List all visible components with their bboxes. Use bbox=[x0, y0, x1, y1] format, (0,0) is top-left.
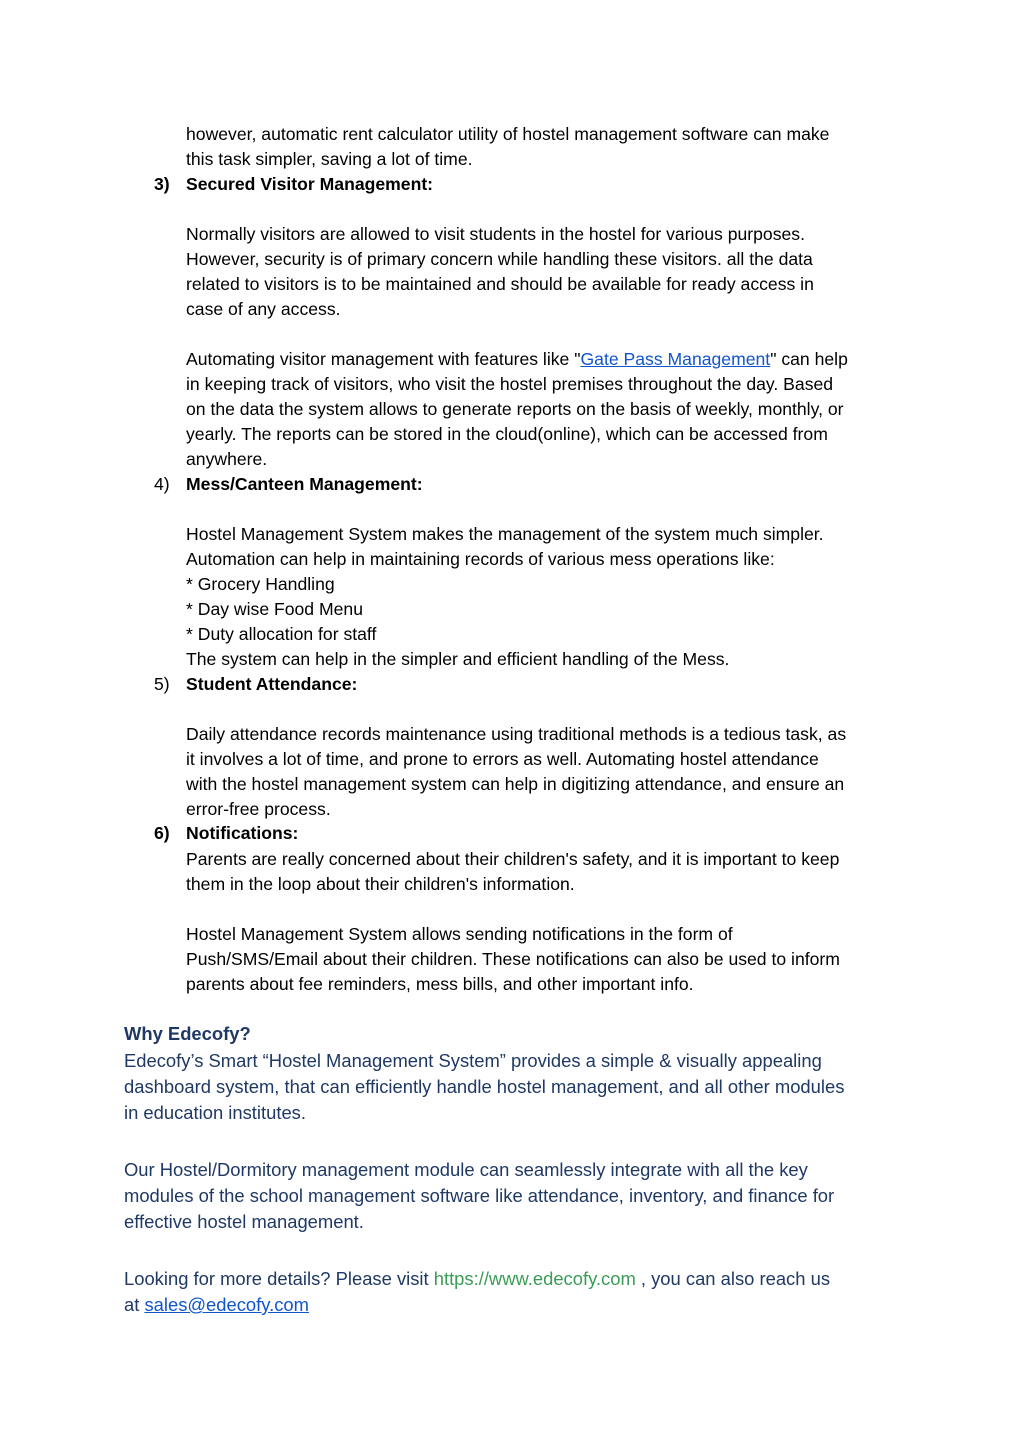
paragraph-line bbox=[186, 347, 848, 372]
paragraph-line: them in the loop about their children's information. bbox=[186, 874, 575, 894]
website-link[interactable]: https://www.edecofy.com bbox=[433, 1268, 636, 1289]
bullet-line: * Grocery Handling bbox=[186, 574, 335, 594]
paragraph-line: The system can help in the simpler and efficient handling of the Mess. bbox=[186, 649, 730, 669]
intro-line: this task simpler, saving a lot of time. bbox=[186, 149, 473, 169]
why-paragraph-line: Edecofy’s Smart “Hostel Management System” provides a simple & visually appealing bbox=[124, 1050, 822, 1071]
section-title-attendance: Student Attendance: bbox=[186, 674, 358, 694]
section-title-visitor: Secured Visitor Management: bbox=[186, 174, 434, 194]
list-number: 4) bbox=[154, 474, 170, 494]
contact-line bbox=[124, 1292, 309, 1318]
paragraph-line: Automation can help in maintaining records of various mess operations like: bbox=[186, 549, 775, 569]
text-segment: Looking for more details? Please visit bbox=[124, 1268, 434, 1289]
paragraph-line: However, security is of primary concern while handling these visitors. all the data bbox=[186, 249, 813, 269]
section-title-mess: Mess/Canteen Management: bbox=[186, 474, 423, 494]
why-paragraph-line: effective hostel management. bbox=[124, 1211, 364, 1232]
paragraph-line: Hostel Management System allows sending notifications in the form of bbox=[186, 924, 733, 944]
list-number: 6) bbox=[154, 823, 170, 843]
paragraph-line: on the data the system allows to generate reports on the basis of weekly, monthly, or bbox=[186, 399, 844, 419]
text-segment: at bbox=[124, 1294, 145, 1315]
section-title-notifications: Notifications: bbox=[186, 823, 299, 843]
list-number: 5) bbox=[154, 674, 170, 694]
paragraph-line: error-free process. bbox=[186, 799, 331, 819]
contact-line bbox=[124, 1266, 830, 1292]
intro-line: however, automatic rent calculator utility of hostel management software can make bbox=[186, 124, 830, 144]
paragraph-line: it involves a lot of time, and prone to errors as well. Automating hostel attendance bbox=[186, 749, 819, 769]
paragraph-line: anywhere. bbox=[186, 449, 268, 469]
text-segment: Automating visitor management with features like " bbox=[186, 349, 581, 369]
paragraph-line: in keeping track of visitors, who visit the hostel premises throughout the day. Based bbox=[186, 374, 834, 394]
email-link[interactable]: sales@edecofy.com bbox=[144, 1294, 309, 1315]
paragraph-line: Hostel Management System makes the management of the system much simpler. bbox=[186, 524, 824, 544]
paragraph-line: related to visitors is to be maintained and should be available for ready access in bbox=[186, 274, 814, 294]
why-edecofy-heading: Why Edecofy? bbox=[124, 1023, 251, 1044]
paragraph-line: parents about fee reminders, mess bills, and other important info. bbox=[186, 974, 694, 994]
paragraph-line: Parents are really concerned about their children's safety, and it is important to keep bbox=[186, 849, 840, 869]
why-paragraph-line: dashboard system, that can efficiently handle hostel management, and all other modules bbox=[124, 1076, 845, 1097]
paragraph-line: case of any access. bbox=[186, 299, 341, 319]
why-paragraph-line: modules of the school management software like attendance, inventory, and finance for bbox=[124, 1185, 835, 1206]
why-paragraph-line: Our Hostel/Dormitory management module can seamlessly integrate with all the key bbox=[124, 1159, 808, 1180]
text-segment: " can help bbox=[770, 349, 848, 369]
why-paragraph-line: in education institutes. bbox=[124, 1102, 306, 1123]
paragraph-line: Push/SMS/Email about their children. These notifications can also be used to inform bbox=[186, 949, 840, 969]
bullet-line: * Duty allocation for staff bbox=[186, 624, 377, 644]
bullet-line: * Day wise Food Menu bbox=[186, 599, 363, 619]
paragraph-line: Daily attendance records maintenance using traditional methods is a tedious task, as bbox=[186, 724, 847, 744]
paragraph-line: with the hostel management system can help in digitizing attendance, and ensure an bbox=[186, 774, 845, 794]
paragraph-line: Normally visitors are allowed to visit students in the hostel for various purposes. bbox=[186, 224, 805, 244]
text-segment: , you can also reach us bbox=[635, 1268, 831, 1289]
list-number: 3) bbox=[154, 174, 170, 194]
paragraph-line: yearly. The reports can be stored in the cloud(online), which can be accessed from bbox=[186, 424, 828, 444]
gate-pass-management-link[interactable]: Gate Pass Management bbox=[580, 349, 771, 369]
